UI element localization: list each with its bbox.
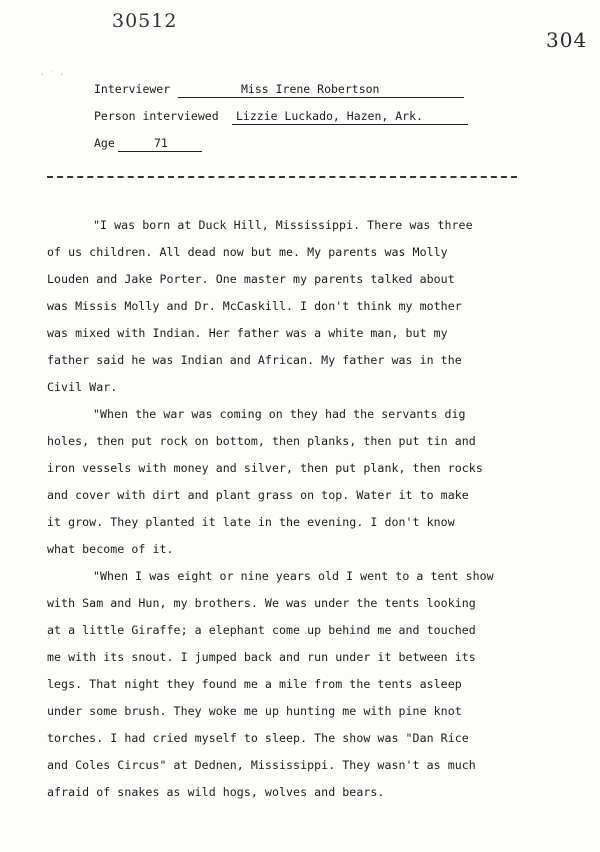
age-label: Age xyxy=(94,136,115,150)
person-interviewed-value: Lizzie Luckado, Hazen, Ark. xyxy=(236,109,423,123)
paragraph-2-line: it grow. They planted it late in the evening. I don't know xyxy=(47,515,455,529)
paragraph-2-line: and cover with dirt and plant grass on top. Water it to make xyxy=(47,488,469,502)
interviewer-underline xyxy=(178,97,464,98)
interview-body xyxy=(47,212,527,806)
dashed-separator xyxy=(47,176,517,178)
page-number: 304 xyxy=(546,28,588,52)
person-interviewed-label: Person interviewed xyxy=(94,109,219,123)
scan-specks: · ˙ · xyxy=(40,70,65,79)
paragraph-3-line: legs. That night they found me a mile from the tents asleep xyxy=(47,677,462,691)
paragraph-3-line: "When I was eight or nine years old I went to a tent show xyxy=(93,569,494,583)
paragraph-1-line: Civil War. xyxy=(47,380,118,394)
paragraph-3-line: torches. I had cried myself to sleep. The show was "Dan Rice xyxy=(47,731,469,745)
paragraph-3-line: and Coles Circus" at Dednen, Mississippi. They wasn't as much xyxy=(47,758,476,772)
paragraph-3-line: me with its snout. I jumped back and run under it between its xyxy=(47,650,476,664)
age-underline xyxy=(118,151,202,152)
paragraph-3-line: with Sam and Hun, my brothers. We was under the tents looking xyxy=(47,596,476,610)
paragraph-2-line: what become of it. xyxy=(47,542,174,556)
paragraph-1-line: was Missis Molly and Dr. McCaskill. I don't think my mother xyxy=(47,299,462,313)
interviewer-value: Miss Irene Robertson xyxy=(241,82,380,96)
person-interviewed-underline xyxy=(232,124,468,125)
paragraph-3-line: afraid of snakes as wild hogs, wolves and bears. xyxy=(47,785,385,799)
document-number: 30512 xyxy=(112,10,178,32)
paragraph-1-line: Louden and Jake Porter. One master my parents talked about xyxy=(47,272,455,286)
age-value: 71 xyxy=(154,136,168,150)
paragraph-1-line: "I was born at Duck Hill, Mississippi. There was three xyxy=(93,218,473,232)
paragraph-2-line: "When the war was coming on they had the servants dig xyxy=(93,407,466,421)
paragraph-3-line: at a little Giraffe; a elephant come up behind me and touched xyxy=(47,623,476,637)
paragraph-3-line: under some brush. They woke me up hunting me with pine knot xyxy=(47,704,462,718)
paragraph-1-line: father said he was Indian and African. My father was in the xyxy=(47,353,462,367)
paragraph-1-line: was mixed with Indian. Her father was a white man, but my xyxy=(47,326,448,340)
paragraph-2-line: iron vessels with money and silver, then put plank, then rocks xyxy=(47,461,483,475)
interviewer-label: Interviewer xyxy=(94,82,171,96)
paragraph-1-line: of us children. All dead now but me. My parents was Molly xyxy=(47,245,448,259)
paragraph-2-line: holes, then put rock on bottom, then planks, then put tin and xyxy=(47,434,476,448)
